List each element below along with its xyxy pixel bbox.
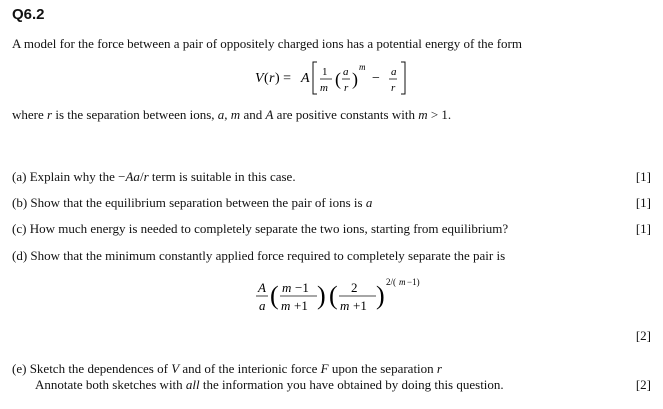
svg-text:1: 1: [322, 66, 328, 78]
svg-text:m: m: [359, 62, 366, 72]
svg-text:m: m: [282, 280, 292, 295]
svg-text:(: (: [329, 281, 338, 310]
svg-text:2: 2: [351, 280, 358, 295]
svg-text:r: r: [391, 82, 396, 94]
svg-text:2/(: 2/(: [386, 277, 396, 287]
svg-text:V: V: [255, 71, 264, 86]
part-b-label: (b): [12, 195, 28, 210]
svg-text:+1: +1: [353, 298, 367, 313]
part-b: (b) Show that the equilibrium separation between the pair of ions is a: [12, 195, 373, 210]
part-c-marks: [1]: [635, 221, 651, 236]
svg-text:m: m: [340, 298, 350, 313]
svg-text:): ): [317, 281, 326, 310]
svg-text:m: m: [281, 298, 291, 313]
svg-text:m: m: [399, 277, 406, 287]
svg-text:a: a: [391, 66, 397, 78]
part-e-label: (e): [12, 361, 27, 376]
part-e-line2: Annotate both sketches with all the information you have obtained by doing this question.: [35, 377, 504, 392]
svg-text:r: r: [344, 82, 349, 94]
part-e: (e) Sketch the dependences of V and of the interionic force F upon the separation r: [12, 361, 442, 376]
question-number: Q6.2: [12, 6, 45, 23]
potential-energy-formula: [255, 58, 425, 98]
svg-text:): ): [376, 281, 385, 310]
part-d-marks: [2]: [635, 328, 651, 343]
where-line: where r is the separation between ions, a, m and A are positive constants with m > 1.: [12, 107, 452, 122]
svg-text:−1: −1: [295, 280, 309, 295]
svg-text:+1: +1: [294, 298, 308, 313]
svg-text:(: (: [335, 69, 341, 89]
svg-text:m: m: [320, 82, 328, 94]
svg-text:−1): −1): [407, 277, 420, 287]
part-e-marks: [2]: [635, 377, 651, 392]
svg-text:r: r: [269, 71, 275, 86]
part-c: (c) How much energy is needed to completely separate the two ions, starting from equilibrium?: [12, 221, 509, 236]
svg-text:A: A: [301, 71, 310, 86]
svg-text:a: a: [343, 66, 349, 78]
svg-text:(: (: [270, 281, 279, 310]
svg-text:) =: ) =: [275, 71, 292, 86]
svg-text:−: −: [372, 71, 380, 86]
svg-text:A: A: [258, 280, 266, 295]
question-intro: A model for the force between a pair of oppositely charged ions has a potential energy of the form: [12, 36, 522, 51]
part-b-marks: [1]: [635, 195, 651, 210]
svg-text:): ): [352, 69, 358, 89]
part-a-label: (a): [12, 169, 27, 184]
svg-text:(: (: [264, 71, 269, 86]
part-a-marks: [1]: [635, 169, 651, 184]
part-d-label: (d): [12, 248, 28, 263]
part-c-label: (c): [12, 221, 27, 236]
svg-text:a: a: [259, 298, 266, 313]
part-a: (a) Explain why the −Aa/r term is suitable in this case.: [12, 169, 296, 184]
minimum-force-formula: [255, 274, 445, 320]
part-d: (d) Show that the minimum constantly applied force required to completely separate the pair is: [12, 248, 506, 263]
